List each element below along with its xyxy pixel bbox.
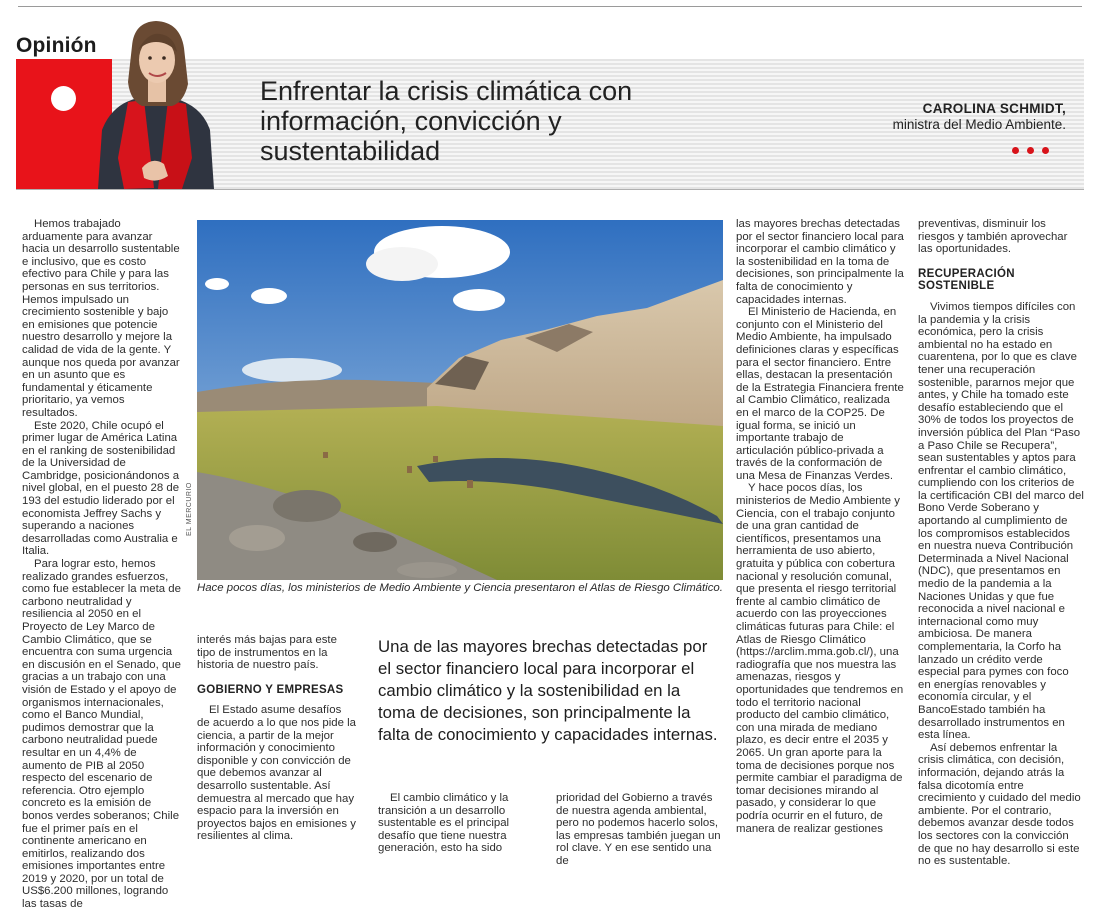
body-paragraph: interés más bajas para este tipo de instrumentos en la historia de nuestro país. [197, 634, 337, 672]
top-rule [18, 6, 1082, 7]
body-paragraph: Vivimos tiempos difíciles con la pandemia y la crisis económica, pero la crisis ambiental no ha estado en cuarentena, por lo que es clave tener una recuperación sostenible, pararnos mejor que antes, y Chile ha tomado este desafío estableciendo que el 30% de todos los proyectos de inversión pública del Plan “Paso a Paso Chile se Recupera”, sean sustentables y aptos para enfrentar el cambio climático, cumpliendo con los criterios de la certificación CBI del marco del Bono Verde Soberano y aportando al cumplimiento de los compromisos establecidos en nuestra nueva Contribución Determinada a Nivel Nacional (NDC), que presentamos en medio de la pandemia a la Naciones Unidas y que fue reconocida a nivel nacional e internacional como muy ambiciosa. De manera complementaria, la Corfo ha lanzado un crédito verde especial para pymes con foco en energías renovables y economía circular, y el BancoEstado también ha desarrollado instrumentos en esta línea. [918, 300, 1084, 742]
pull-quote: Una de las mayores brechas detectadas por el sector financiero local para incorporar el cambio climático y la sostenibilidad en la toma de decisiones, son principalmente la falta de conocimiento y capacidades internas. [378, 637, 718, 744]
column-4 [736, 218, 904, 835]
body-paragraph: El Ministerio de Hacienda, en conjunto con el Ministerio del Medio Ambiente, ha impulsado definiciones claras y específicas para el sector financiero. Entre ellas, destacan la presentación de la Estrategia Financiera frente al Cambio Climático, realizada en el marco de la COP25. De igual forma, se inició un importante trabajo de articulación público-privada a través de la conformación de una Mesa de Finanzas Verdes. [736, 306, 904, 482]
column-1 [22, 218, 182, 911]
author-role: ministra del Medio Ambiente. [892, 117, 1066, 132]
body-paragraph: Y hace pocos días, los ministerios de Medio Ambiente y Ciencia, con el trabajo conjunto de una gran cantidad de científicos, presentamos una herramienta de uso abierto, gratuita y pública con cobertura nacional y resolución comunal, que presenta el riesgo territorial frente al cambio climático de acuerdo con las proyecciones climáticas futuras para Chile: el Atlas de Riesgo Climático (https://arclim.mma.gob.cl/), una radiografía que nos muestra las amenazas, riesgos y oportunidades que tendremos en todo el territorio nacional producto del cambio climático, con una mirada de mediano plazo, es decir entre el 2035 y 2065. Un gran aporte para la toma de decisiones porque nos permite cambiar el paradigma de tomar decisiones mirando al pasado, y considerar lo que podría ocurrir en el futuro, de manera de realizar gestiones [736, 482, 904, 835]
subheading: RECUPERACIÓN SOSTENIBLE [918, 267, 1015, 293]
column-3 [378, 792, 528, 855]
body-paragraph: Hemos trabajado arduamente para avanzar hacia un desarrollo sustentable e inclusivo, que es costo efectivo para Chile y para las personas en sus territorios. Hemos impulsado un crecimiento sostenible y bajo en emisiones que potencie nuestro desarrollo y mejore la calidad de vida de la gente. Y aunque nos queda por avanzar en un asunto que es fundamental y éticamente prioritario, ya vemos resultados. [22, 218, 180, 419]
dot-icon [1042, 147, 1049, 154]
column-2 [197, 634, 357, 843]
article-headline: Enfrentar la crisis climática con información, convicción y sustentabilidad [260, 76, 633, 166]
body-paragraph: las mayores brechas detectadas por el sector financiero local para incorporar el cambio climático y la sostenibilidad en la toma de decisiones, son principalmente la falta de conocimiento y capacidades internas. [736, 218, 904, 306]
body-paragraph: preventivas, disminuir los riesgos y también aprovechar las oportunidades. [918, 218, 1068, 256]
subheading: GOBIERNO Y EMPRESAS [197, 683, 344, 696]
body-paragraph: El cambio climático y la transición a un desarrollo sustentable es el principal desafío que tiene nuestra generación, esto ha sido [378, 792, 510, 855]
author-portrait [98, 18, 214, 189]
body-paragraph: Este 2020, Chile ocupó el primer lugar de América Latina en el ranking de sostenibilidad de la Universidad de Cambridge, posicionándonos a nivel global, en el puesto 28 de 193 del estudio liderado por el economista Jeffrey Sachs y superando a naciones desarrolladas como Australia e Italia. [22, 419, 180, 558]
body-paragraph: El Estado asume desafíos de acuerdo a lo que nos pide la ciencia, a partir de la mejor información y conocimiento disponible y con convicción de que debemos avanzar al desarrollo sustentable. Así demuestra al mercado que hay espacio para la inversión en proyectos bajos en emisiones y resilientes al clima. [197, 704, 356, 843]
section-dot-icon [51, 86, 76, 111]
author-name: CAROLINA SCHMIDT, [922, 101, 1066, 116]
photo-caption: Hace pocos días, los ministerios de Medio Ambiente y Ciencia presentaron el Atlas de Riesgo Climático. [197, 582, 723, 594]
body-paragraph: Para lograr esto, hemos realizado grandes esfuerzos, como fue establecer la meta de carbono neutralidad y resiliencia al 2050 en el Proyecto de Ley Marco de Cambio Climático, que se encuentra con suma urgencia en discusión en el Senado, que gracias a un trabajo con una visión de Estado y el apoyo de organismos internacionales, como el Banco Mundial, pudimos demostrar que la carbono neutralidad puede resultar en un 4,4% de aumento de PIB al 2050 respecto del escenario de referencia. Otro ejemplo concreto es la emisión de bonos verdes soberanos; Chile fue el primer país en el continente americano en emitirlos, realizando dos emisiones importantes entre 2019 y 2020, por un total de US$6.200 millones, logrando las tasas de [22, 558, 181, 911]
column-3b [556, 792, 726, 868]
dot-icon [1027, 147, 1034, 154]
body-paragraph: Así debemos enfrentar la crisis climática, con decisión, información, dejando atrás la falsa dicotomía entre crecimiento y cuidado del medio ambiente. Por el contrario, debemos avanzar desde todos los sectores con la convicción de que no hay desarrollo si este no es sustentable. [918, 741, 1081, 868]
landscape-photo [197, 220, 723, 580]
body-paragraph: prioridad del Gobierno a través de nuestra agenda ambiental, pero no podemos hacerlo solos, las empresas también juegan un rol clave. Y en ese sentido una de [556, 792, 721, 867]
photo-credit: EL MERCURIO [186, 482, 193, 536]
section-label: Opinión [16, 34, 97, 57]
decorative-dots [1012, 141, 1057, 159]
column-5 [918, 218, 1084, 868]
dot-icon [1012, 147, 1019, 154]
